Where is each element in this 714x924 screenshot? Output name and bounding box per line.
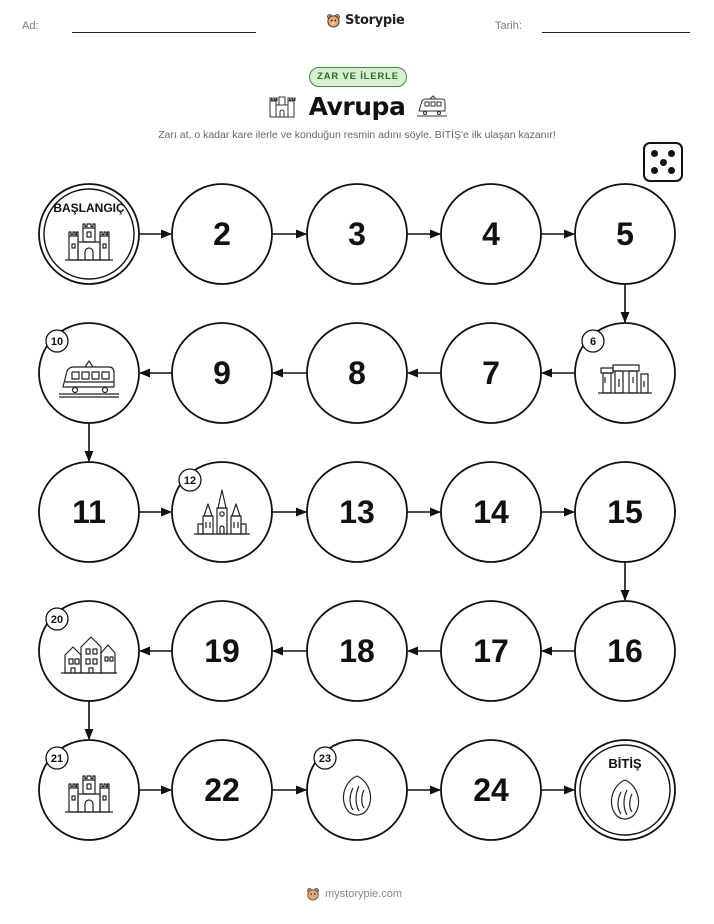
board-cell xyxy=(575,462,675,562)
cell-number: 18 xyxy=(339,633,375,669)
cell-number: 11 xyxy=(72,494,106,530)
board-cell xyxy=(172,740,272,840)
cell-number-badge: 6 xyxy=(589,336,597,348)
start-label: BAŞLANGIÇ xyxy=(53,201,125,215)
cell-number-badge: 10 xyxy=(50,336,64,348)
date-field-label: Tarih: xyxy=(495,20,522,32)
cell-number: 9 xyxy=(213,355,231,391)
board-cell xyxy=(575,184,675,284)
board-cell xyxy=(441,323,541,423)
cell-number: 14 xyxy=(473,494,509,530)
cell-number: 2 xyxy=(213,216,231,252)
board-cell xyxy=(172,462,272,562)
cell-number: 7 xyxy=(482,355,500,391)
board-cell xyxy=(441,184,541,284)
brand-name: Storypie xyxy=(345,13,405,28)
board-cell xyxy=(307,323,407,423)
board-cell xyxy=(172,184,272,284)
board-cell xyxy=(441,740,541,840)
board-cell xyxy=(39,323,139,423)
game-instructions: Zarı at, o kadar kare ilerle ve konduğun resmin adını söyle. BİTİŞ'e ilk ulaşan kazanır! xyxy=(158,129,556,141)
cell-number: 15 xyxy=(607,494,643,530)
cell-number: 16 xyxy=(607,633,643,669)
board-cell xyxy=(307,740,407,840)
board-cell xyxy=(39,601,139,701)
board-cell xyxy=(441,601,541,701)
board-cell xyxy=(39,740,139,840)
cell-number: 13 xyxy=(339,494,375,530)
cell-number: 24 xyxy=(473,772,509,808)
cell-number: 3 xyxy=(348,216,366,252)
finish-cell xyxy=(575,740,675,840)
cell-number-badge: 21 xyxy=(50,753,64,765)
footer-url: mystorypie.com xyxy=(325,888,403,900)
cell-number: 19 xyxy=(204,633,240,669)
board-cell xyxy=(307,184,407,284)
finish-label: BİTİŞ xyxy=(608,756,642,771)
game-type-badge: ZAR VE İLERLE xyxy=(309,67,407,87)
page-title: Avrupa xyxy=(308,92,406,121)
board-cell xyxy=(307,601,407,701)
name-field-label: Ad: xyxy=(22,20,39,32)
board-cell xyxy=(172,601,272,701)
cell-number: 8 xyxy=(348,355,366,391)
board-cell xyxy=(575,601,675,701)
cell-number-badge: 20 xyxy=(50,614,64,626)
cell-number-badge: 12 xyxy=(183,475,197,487)
footer xyxy=(306,887,402,901)
mascot-icon xyxy=(306,887,320,901)
board-cell xyxy=(172,323,272,423)
board-cell xyxy=(307,462,407,562)
board-cell xyxy=(575,323,675,423)
board-cell xyxy=(39,462,139,562)
start-cell xyxy=(39,184,139,284)
cell-number: 5 xyxy=(616,216,634,252)
cell-number: 4 xyxy=(482,216,500,252)
cell-number-badge: 23 xyxy=(318,753,332,765)
board-cell xyxy=(441,462,541,562)
cell-number: 17 xyxy=(473,633,509,669)
cell-number: 22 xyxy=(204,772,240,808)
